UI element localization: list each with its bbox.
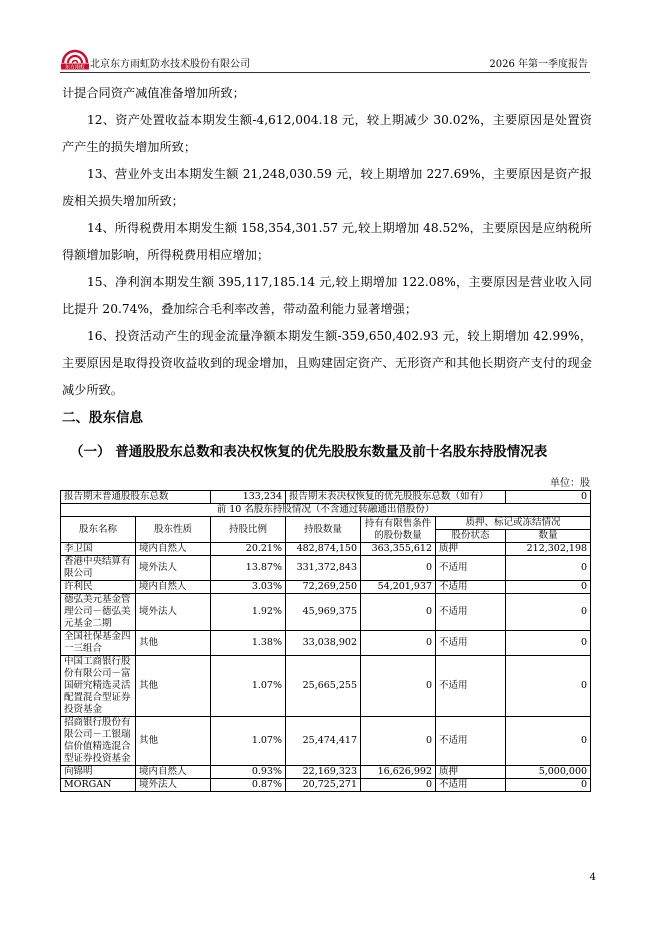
cell-restricted: 0 bbox=[361, 656, 436, 717]
paragraph-continuation: 计提合同资产减值准备增加所致； bbox=[62, 86, 245, 100]
cell-nature: 其他 bbox=[136, 656, 211, 717]
cell-nature: 境内自然人 bbox=[136, 543, 211, 556]
paragraph-item-13: 13、营业外支出本期发生额 21,248,030.59 元，较上期增加 227.69%，主要原因是资产报废相关损失增加所致； bbox=[62, 167, 592, 208]
svg-text:东方雨虹: 东方雨虹 bbox=[64, 64, 86, 70]
cell-name: 李卫国 bbox=[61, 543, 136, 556]
cell-amount: 0 bbox=[506, 556, 591, 581]
cell-status: 不适用 bbox=[436, 556, 506, 581]
col-header-amount: 数量 bbox=[506, 530, 591, 543]
cell-restricted: 363,355,612 bbox=[361, 543, 436, 556]
cell-name: 向锦明 bbox=[61, 766, 136, 779]
cell-ratio: 1.07% bbox=[211, 717, 286, 766]
cell-quantity: 20,725,271 bbox=[286, 779, 361, 792]
cell-nature: 其他 bbox=[136, 717, 211, 766]
unit-label: 单位：股 bbox=[550, 478, 590, 489]
cell-amount: 0 bbox=[506, 581, 591, 594]
cell-ratio: 20.21% bbox=[211, 543, 286, 556]
cell-name: MORGAN bbox=[61, 779, 136, 792]
table-row bbox=[61, 779, 591, 792]
page-number: 4 bbox=[589, 872, 596, 883]
cell-nature: 境外法人 bbox=[136, 594, 211, 631]
cell-ratio: 3.03% bbox=[211, 581, 286, 594]
cell-restricted: 0 bbox=[361, 717, 436, 766]
cell-amount: 0 bbox=[506, 656, 591, 717]
summary-value-preferred: 0 bbox=[506, 491, 591, 504]
col-header-quantity: 持股数量 bbox=[286, 517, 361, 543]
cell-ratio: 1.07% bbox=[211, 656, 286, 717]
cell-restricted: 0 bbox=[361, 631, 436, 656]
cell-name: 德弘美元基金管理公司－德弘美元基金二期 bbox=[61, 594, 136, 631]
table-row bbox=[61, 581, 591, 594]
cell-name: 许利民 bbox=[61, 581, 136, 594]
cell-status: 不适用 bbox=[436, 631, 506, 656]
table-row bbox=[61, 594, 591, 631]
shareholder-table bbox=[60, 490, 591, 792]
cell-ratio: 1.38% bbox=[211, 631, 286, 656]
cell-status: 不适用 bbox=[436, 594, 506, 631]
cell-status: 不适用 bbox=[436, 779, 506, 792]
cell-name: 中国工商银行股份有限公司－富国研究精选灵活配置混合型证券投资基金 bbox=[61, 656, 136, 717]
cell-status: 质押 bbox=[436, 543, 506, 556]
cell-quantity: 482,874,150 bbox=[286, 543, 361, 556]
cell-nature: 境内自然人 bbox=[136, 766, 211, 779]
cell-restricted: 0 bbox=[361, 594, 436, 631]
cell-status: 不适用 bbox=[436, 717, 506, 766]
summary-label-common: 报告期末普通股股东总数 bbox=[61, 491, 211, 504]
subsection-title: （一） 普通股股东总数和表决权恢复的优先股股东数量及前十名股东持股情况表 bbox=[70, 444, 548, 460]
cell-ratio: 13.87% bbox=[211, 556, 286, 581]
col-header-pledge-group: 质押、标记或冻结情况 bbox=[436, 517, 591, 530]
paragraph-item-16: 16、投资活动产生的现金流量净额本期发生额-359,650,402.93 元，较上期增加 42.99%，主要原因是取得投资收益收到的现金增加，且购建固定资产、无形资产和其他长期资产支付的现金减少所致。 bbox=[62, 329, 592, 397]
cell-nature: 境内自然人 bbox=[136, 581, 211, 594]
col-header-status: 股份状态 bbox=[436, 530, 506, 543]
table-row bbox=[61, 656, 591, 717]
col-header-name: 股东名称 bbox=[61, 517, 136, 543]
table-row bbox=[61, 543, 591, 556]
cell-amount: 212,302,198 bbox=[506, 543, 591, 556]
body-text bbox=[62, 80, 592, 404]
summary-row bbox=[61, 491, 591, 504]
cell-quantity: 45,969,375 bbox=[286, 594, 361, 631]
cell-restricted: 0 bbox=[361, 779, 436, 792]
cell-amount: 0 bbox=[506, 779, 591, 792]
table-row bbox=[61, 717, 591, 766]
cell-nature: 其他 bbox=[136, 631, 211, 656]
summary-value-common: 133,234 bbox=[211, 491, 286, 504]
col-header-restricted: 持有有限售条件的股份数量 bbox=[361, 517, 436, 543]
cell-restricted: 0 bbox=[361, 556, 436, 581]
cell-name: 全国社保基金四一三组合 bbox=[61, 631, 136, 656]
cell-quantity: 22,169,323 bbox=[286, 766, 361, 779]
cell-ratio: 0.93% bbox=[211, 766, 286, 779]
cell-ratio: 0.87% bbox=[211, 779, 286, 792]
paragraph-item-15: 15、净利润本期发生额 395,117,185.14 元,较上期增加 122.08%，主要原因是营业收入同比提升 20.74%，叠加综合毛利率改善，带动盈利能力显著增强； bbox=[62, 275, 592, 316]
table-row bbox=[61, 556, 591, 581]
cell-status: 不适用 bbox=[436, 581, 506, 594]
cell-quantity: 33,038,902 bbox=[286, 631, 361, 656]
cell-quantity: 25,474,417 bbox=[286, 717, 361, 766]
cell-amount: 0 bbox=[506, 594, 591, 631]
col-header-nature: 股东性质 bbox=[136, 517, 211, 543]
cell-nature: 境外法人 bbox=[136, 556, 211, 581]
cell-nature: 境外法人 bbox=[136, 779, 211, 792]
company-logo bbox=[60, 46, 90, 70]
header-report-title: 2026 年第一季度报告 bbox=[489, 59, 588, 70]
summary-label-preferred: 报告期末表决权恢复的优先股股东总数（如有） bbox=[286, 491, 506, 504]
col-header-ratio: 持股比例 bbox=[211, 517, 286, 543]
cell-amount: 0 bbox=[506, 717, 591, 766]
table-row bbox=[61, 631, 591, 656]
section-title: 二、股东信息 bbox=[62, 410, 143, 426]
header-row-1 bbox=[61, 517, 591, 530]
cell-status: 不适用 bbox=[436, 656, 506, 717]
table-row bbox=[61, 766, 591, 779]
cell-restricted: 16,626,992 bbox=[361, 766, 436, 779]
top10-caption-row bbox=[61, 504, 591, 517]
cell-ratio: 1.92% bbox=[211, 594, 286, 631]
cell-name: 香港中央结算有限公司 bbox=[61, 556, 136, 581]
cell-restricted: 54,201,937 bbox=[361, 581, 436, 594]
cell-quantity: 72,269,250 bbox=[286, 581, 361, 594]
paragraph-item-12: 12、资产处置收益本期发生额-4,612,004.18 元，较上期减少 30.02%，主要原因是处置资产产生的损失增加所致； bbox=[62, 113, 592, 154]
cell-quantity: 331,372,843 bbox=[286, 556, 361, 581]
cell-amount: 0 bbox=[506, 631, 591, 656]
cell-amount: 5,000,000 bbox=[506, 766, 591, 779]
header-divider bbox=[60, 72, 590, 73]
cell-status: 质押 bbox=[436, 766, 506, 779]
cell-name: 招商银行股份有限公司－工银瑞信价值精选混合型证券投资基金 bbox=[61, 717, 136, 766]
cell-quantity: 25,665,255 bbox=[286, 656, 361, 717]
page-header bbox=[60, 42, 590, 72]
paragraph-item-14: 14、所得税费用本期发生额 158,354,301.57 元,较上期增加 48.52%，主要原因是应纳税所得额增加影响，所得税费用相应增加； bbox=[62, 221, 592, 262]
top10-caption: 前 10 名股东持股情况（不含通过转融通出借股份） bbox=[61, 504, 591, 517]
header-company-name: 北京东方雨虹防水技术股份有限公司 bbox=[90, 59, 250, 70]
